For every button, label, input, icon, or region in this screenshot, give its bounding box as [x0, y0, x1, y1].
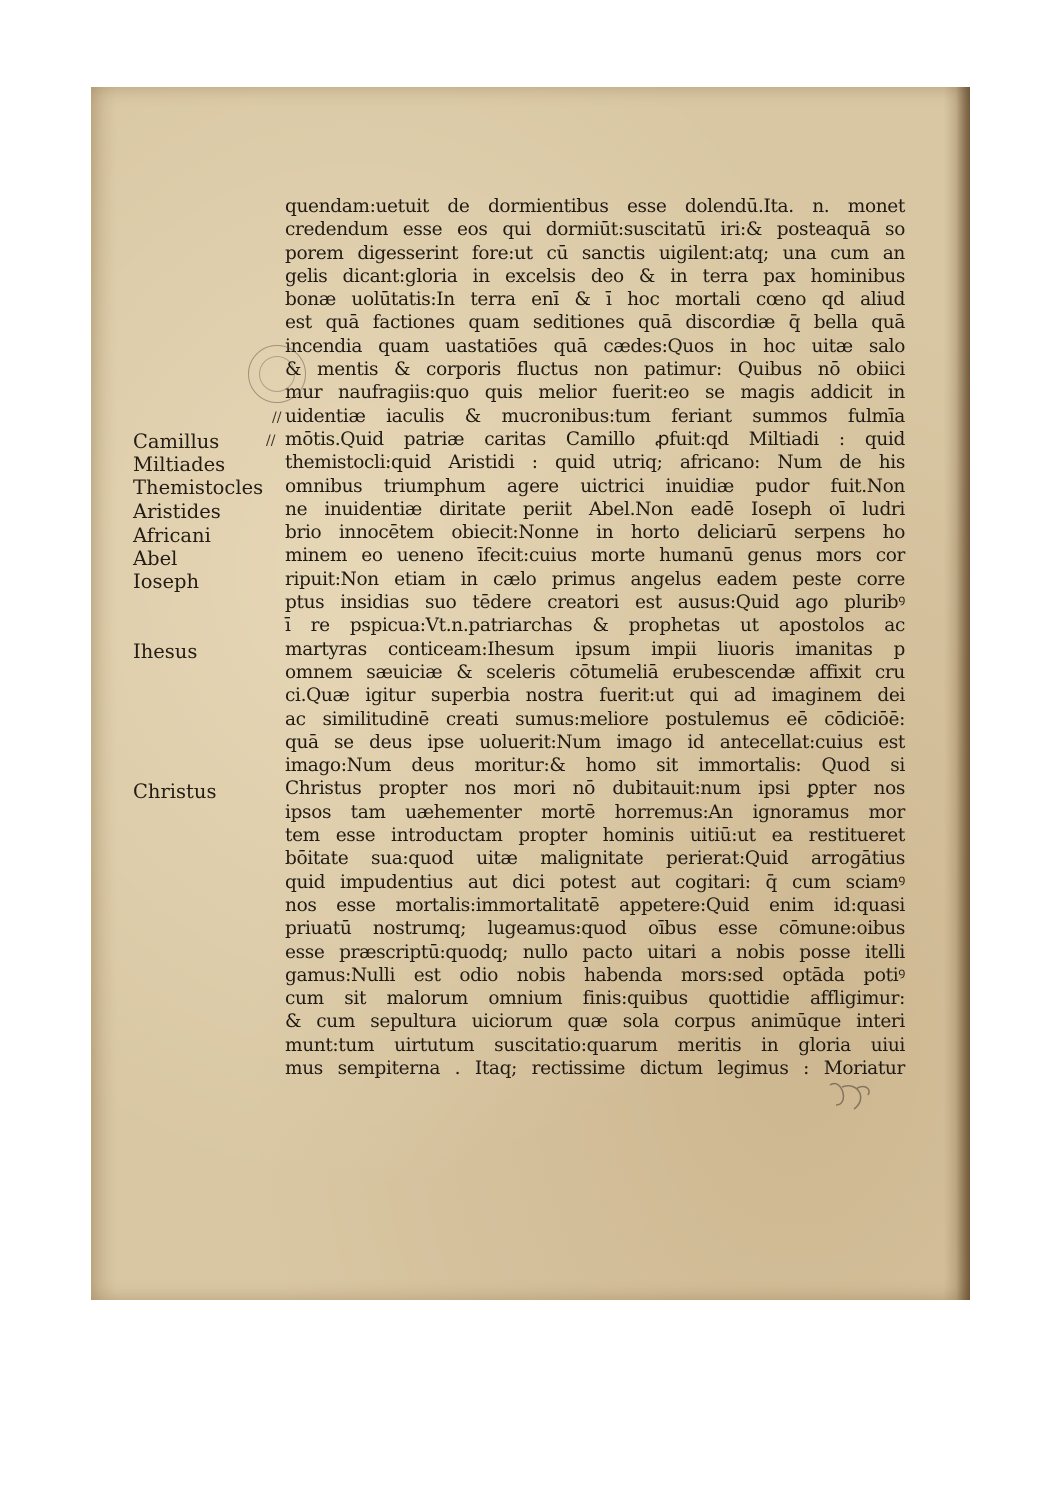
- text-line: quid impudentius aut dici potest aut cogitari: q̄ cum sciamꝰ: [285, 871, 905, 893]
- text-line: imago:Num deus moritur:& homo sit immortalis: Quod si: [285, 755, 905, 777]
- text-line: est quā factiones quam seditiones quā discordiæ q̄ bella quā: [285, 312, 905, 334]
- text-line: cum sit malorum omnium finis:quibus quottidie affligimur:: [285, 988, 905, 1010]
- text-line: gelis dicant:gloria in excelsis deo & in terra pax hominibus: [285, 265, 905, 287]
- text-line: bōitate sua:quod uitæ malignitate perierat:Quid arrogātius: [285, 848, 905, 870]
- text-line: ptus insidias suo tēdere creatori est ausus:Quid ago pluribꝰ: [285, 592, 905, 614]
- margin-note-camillus: Camillus: [133, 430, 220, 453]
- text-line: themistocli:quid Aristidi : quid utriq; africano: Num de his: [285, 452, 905, 474]
- text-line: gamus:Nulli est odio nobis habenda mors:sed optāda potiꝰ: [285, 964, 905, 986]
- text-line: ī re pspicua:Vt.n.patriarchas & prophetas ut apostolos ac: [285, 615, 905, 637]
- text-line: ac similitudinē creati sumus:meliore postulemus eē cōdiciōē:: [285, 708, 905, 730]
- text-line: esse præscriptū:quodq; nullo pacto uitari a nobis posse itelli: [285, 941, 905, 963]
- margin-note-ihesus: Ihesus: [133, 640, 198, 663]
- margin-note-aristides: Aristides: [133, 500, 221, 523]
- text-line: mur naufragiis:quo quis melior fuerit:eo se magis addicit in: [285, 382, 905, 404]
- margin-note-christus: Christus: [133, 780, 217, 803]
- text-line: bonæ uolūtatis:In terra enī & ī hoc mortali cœno qd aliud: [285, 289, 905, 311]
- margin-note-abel: Abel: [133, 547, 178, 570]
- margin-note-themistocles: Themistocles: [133, 476, 264, 499]
- text-line: nos esse mortalis:immortalitatē appetere:Quid enim id:quasi: [285, 894, 905, 916]
- margin-note-ioseph: Ioseph: [133, 570, 200, 593]
- text-line: quendam:uetuit de dormientibus esse dolendū.Ita. n. monet: [285, 196, 905, 217]
- text-line: ci.Quæ igitur superbia nostra fuerit:ut qui ad imaginem dei: [285, 685, 905, 707]
- marginal-slash-mark: //: [266, 433, 276, 449]
- text-line: martyras conticeam:Ihesum ipsum impii liuoris imanitas p: [285, 638, 905, 660]
- text-line: tem esse introductam propter hominis uitiū:ut ea restitueret: [285, 825, 905, 847]
- text-line: munt:tum uirtutum suscitatio:quarum meritis in gloria uiui: [285, 1034, 905, 1056]
- text-line: & cum sepultura uiciorum quæ sola corpus animūque interi: [285, 1011, 905, 1033]
- text-line: brio innocētem obiecit:Nonne in horto deliciarū serpens ho: [285, 522, 905, 544]
- margin-notes: [133, 430, 278, 810]
- margin-note-miltiades: Miltiades: [133, 453, 226, 476]
- text-line: mōtis.Quid patriæ caritas Camillo ꝓfuit:qd Miltiadi : quid: [285, 428, 905, 450]
- text-line: ne inuidentiæ diritate periit Abel.Non eadē Ioseph oī ludri: [285, 498, 905, 520]
- pencil-flourish-icon: [822, 1075, 882, 1115]
- text-line: minem eo ueneno īfecit:cuius morte humanū genus mors cor: [285, 545, 905, 567]
- main-text-block: [285, 195, 905, 1080]
- text-line: incendia quam uastatiōes quā cædes:Quos in hoc uitæ salo: [285, 335, 905, 357]
- text-line: quā se deus ipse uoluerit:Num imago id antecellat:cuius est: [285, 731, 905, 753]
- text-line: porem digesserint fore:ut cū sanctis uigilent:atq; una cum an: [285, 242, 905, 264]
- text-line: mus sempiterna . Itaq; rectissime dictum legimus : Moriatur: [285, 1057, 905, 1079]
- text-line: credendum esse eos qui dormiūt:suscitatū iri:& posteaquā so: [285, 219, 905, 241]
- text-line: priuatū nostrumq; lugeamus:quod oībus esse cōmune:oibus: [285, 918, 905, 940]
- library-stamp-icon: [248, 345, 306, 403]
- marginal-slash-mark: //: [272, 410, 282, 426]
- text-line: ipsos tam uæhementer mortē horremus:An ignoramus mor: [285, 801, 905, 823]
- text-line: & mentis & corporis fluctus non patimur: Quibus nō obiici: [285, 359, 905, 381]
- page-edge-shadow: [956, 87, 970, 1300]
- text-line: uidentiæ iaculis & mucronibus:tum feriant summos fulmīa: [285, 405, 905, 427]
- text-line: omnem sæuiciæ & sceleris cōtumeliā erubescendæ affixit cru: [285, 661, 905, 683]
- text-line: ripuit:Non etiam in cælo primus angelus eadem peste corre: [285, 568, 905, 590]
- margin-note-africani: Africani: [133, 524, 211, 547]
- text-line: omnibus triumphum agere uictrici inuidiæ pudor fuit.Non: [285, 475, 905, 497]
- text-line: Christus propter nos mori nō dubitauit:num ipsi ꝑpter nos: [285, 778, 905, 800]
